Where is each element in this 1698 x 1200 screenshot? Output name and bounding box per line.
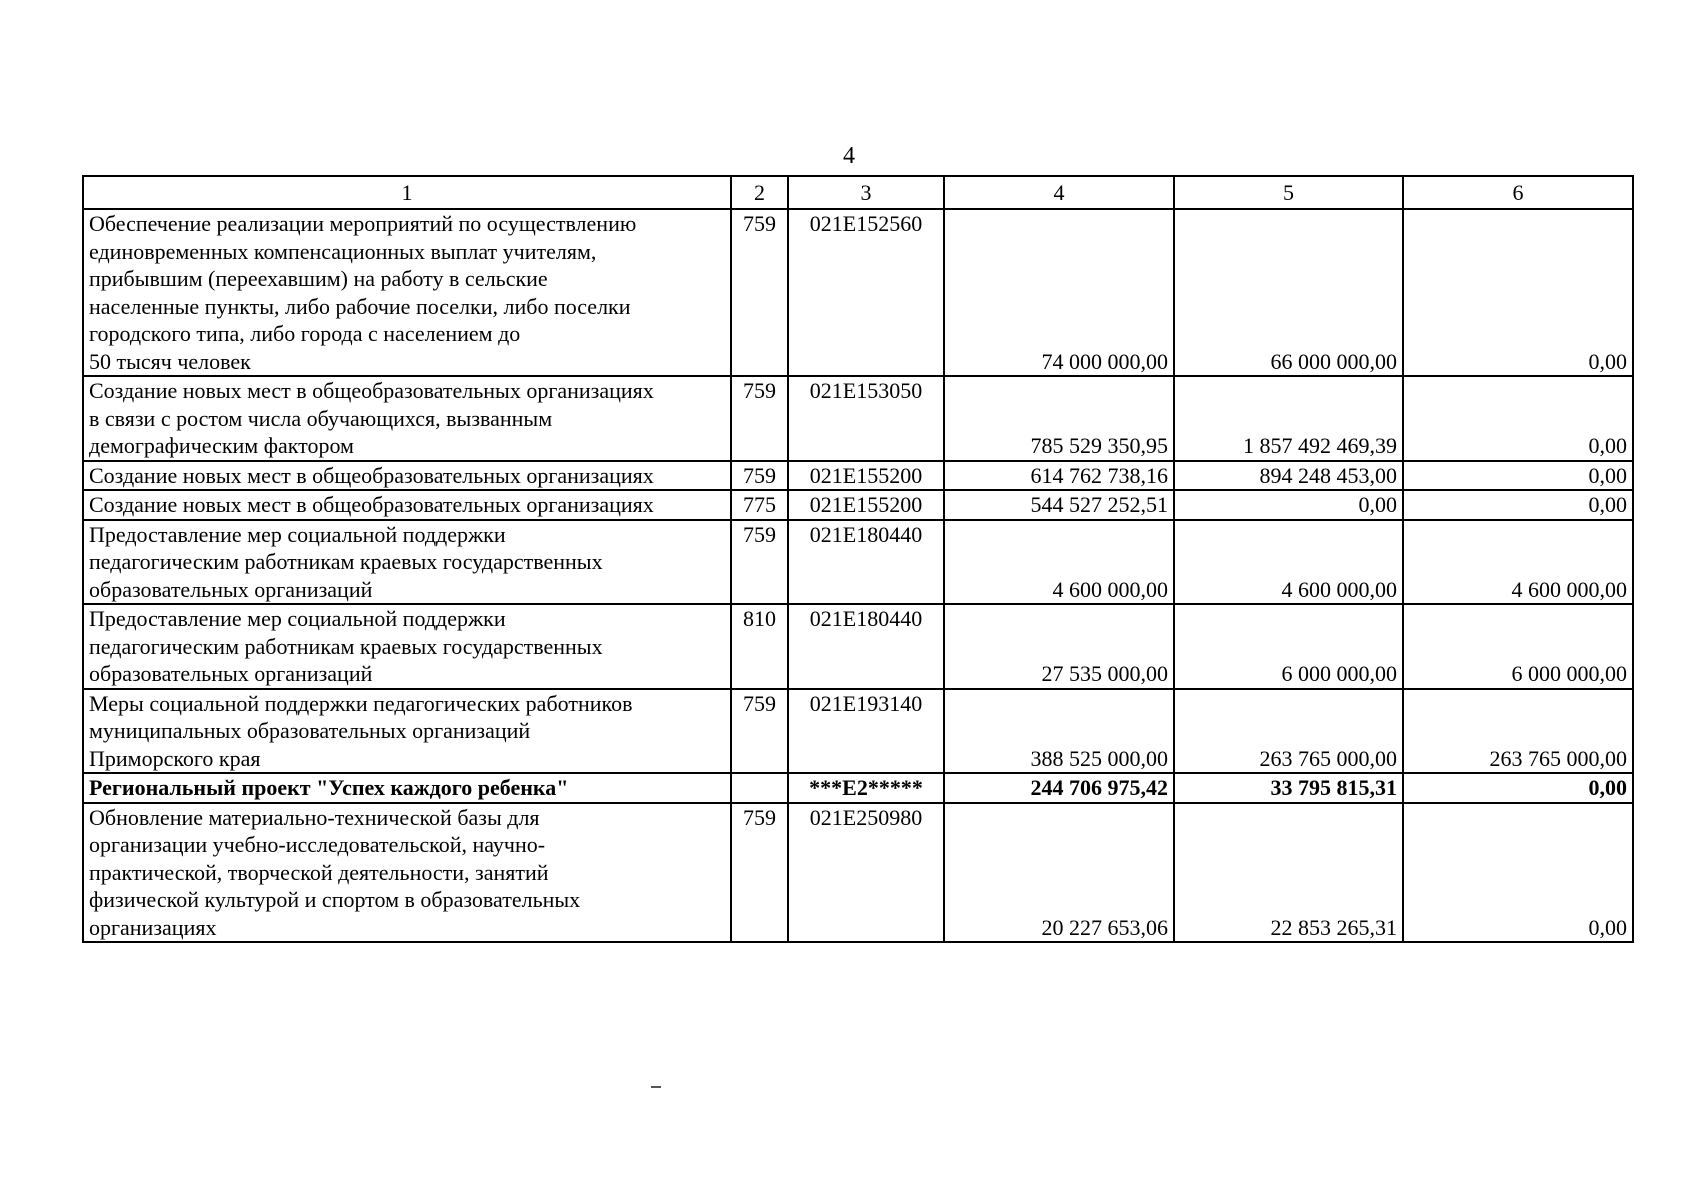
row-value-4: 20 227 653,06 (944, 803, 1174, 943)
row-value-5: 1 857 492 469,39 (1174, 376, 1403, 461)
row-kbk: 021E180440 (788, 520, 944, 605)
row-value-6: 263 765 000,00 (1403, 689, 1633, 774)
row-name: Создание новых мест в общеобразовательных организациях в связи с ростом числа обучающихся, вызванным демографическим фактором (83, 376, 731, 461)
page-number: 4 (843, 143, 855, 169)
row-code (731, 773, 788, 803)
header-col-6: 6 (1403, 176, 1633, 209)
row-value-6: 0,00 (1403, 490, 1633, 520)
row-code: 775 (731, 490, 788, 520)
row-value-5: 0,00 (1174, 490, 1403, 520)
table-row (83, 209, 1633, 376)
row-name: Предоставление мер социальной поддержки педагогическим работникам краевых государственных образовательных организаций (83, 604, 731, 689)
table-row (83, 520, 1633, 605)
header-col-3: 3 (788, 176, 944, 209)
header-col-1: 1 (83, 176, 731, 209)
row-value-5: 894 248 453,00 (1174, 461, 1403, 491)
row-kbk: 021E152560 (788, 209, 944, 376)
table-row (83, 803, 1633, 943)
row-kbk: 021E193140 (788, 689, 944, 774)
row-value-6: 6 000 000,00 (1403, 604, 1633, 689)
row-code: 759 (731, 520, 788, 605)
row-name: Предоставление мер социальной поддержки педагогическим работникам краевых государственных образовательных организаций (83, 520, 731, 605)
row-value-4: 785 529 350,95 (944, 376, 1174, 461)
row-code: 759 (731, 209, 788, 376)
row-value-4: 4 600 000,00 (944, 520, 1174, 605)
row-value-5: 263 765 000,00 (1174, 689, 1403, 774)
row-value-4: 544 527 252,51 (944, 490, 1174, 520)
row-value-6: 0,00 (1403, 803, 1633, 943)
row-value-6: 0,00 (1403, 376, 1633, 461)
table-row (83, 689, 1633, 774)
row-value-6: 4 600 000,00 (1403, 520, 1633, 605)
row-value-4: 74 000 000,00 (944, 209, 1174, 376)
table-header-row (83, 176, 1633, 209)
row-name: Региональный проект "Успех каждого ребенка" (83, 773, 731, 803)
table-row (83, 461, 1633, 491)
row-kbk: 021E155200 (788, 490, 944, 520)
row-value-5: 66 000 000,00 (1174, 209, 1403, 376)
row-value-5: 6 000 000,00 (1174, 604, 1403, 689)
row-code: 759 (731, 803, 788, 943)
row-value-4: 27 535 000,00 (944, 604, 1174, 689)
header-col-2: 2 (731, 176, 788, 209)
row-kbk: ***E2***** (788, 773, 944, 803)
table-row (83, 376, 1633, 461)
row-name: Создание новых мест в общеобразовательных организациях (83, 490, 731, 520)
row-value-5: 4 600 000,00 (1174, 520, 1403, 605)
row-value-5: 22 853 265,31 (1174, 803, 1403, 943)
row-value-4: 244 706 975,42 (944, 773, 1174, 803)
row-kbk: 021E155200 (788, 461, 944, 491)
row-code: 810 (731, 604, 788, 689)
table-row (83, 604, 1633, 689)
row-value-4: 388 525 000,00 (944, 689, 1174, 774)
row-kbk: 021E180440 (788, 604, 944, 689)
row-value-4: 614 762 738,16 (944, 461, 1174, 491)
header-col-4: 4 (944, 176, 1174, 209)
row-name: Создание новых мест в общеобразовательных организациях (83, 461, 731, 491)
table-row-project-total (83, 773, 1633, 803)
budget-table (82, 175, 1634, 943)
row-value-5: 33 795 815,31 (1174, 773, 1403, 803)
row-value-6: 0,00 (1403, 461, 1633, 491)
row-kbk: 021E153050 (788, 376, 944, 461)
table-row (83, 490, 1633, 520)
row-value-6: 0,00 (1403, 773, 1633, 803)
row-code: 759 (731, 461, 788, 491)
row-kbk: 021E250980 (788, 803, 944, 943)
row-code: 759 (731, 689, 788, 774)
row-name: Обновление материально-технической базы для организации учебно-исследовательской, научно- практической, творческой деятельности, занятий физической культурой и спортом в образовательных организациях (83, 803, 731, 943)
scan-artifact-mark (651, 1086, 661, 1088)
row-name: Меры социальной поддержки педагогических работников муниципальных образовательных организаций Приморского края (83, 689, 731, 774)
row-code: 759 (731, 376, 788, 461)
row-name: Обеспечение реализации мероприятий по осуществлению единовременных компенсационных выплат учителям, прибывшим (переехавшим) на работу в сельские населенные пункты, либо рабочие поселки, либо поселки городского типа, либо города с населением до 50 тысяч человек (83, 209, 731, 376)
row-value-6: 0,00 (1403, 209, 1633, 376)
header-col-5: 5 (1174, 176, 1403, 209)
